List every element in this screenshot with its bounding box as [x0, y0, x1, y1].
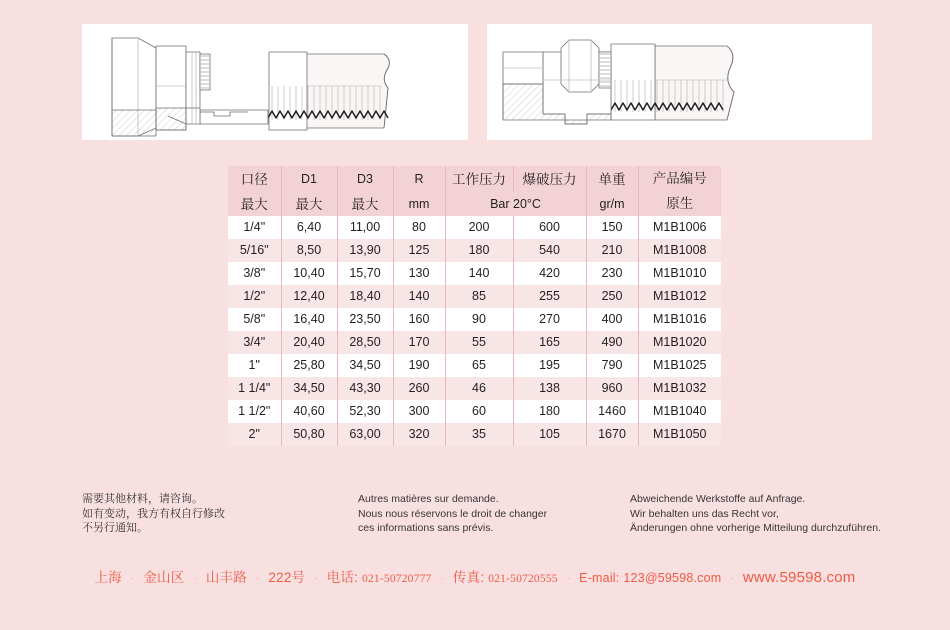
note-chinese-line1: 需要其他材料，请咨询。	[82, 493, 203, 505]
notes-section	[0, 492, 950, 542]
cell-product-code: M1B1020	[638, 331, 721, 354]
cell-working-pressure: 85	[445, 285, 513, 308]
table-row	[228, 354, 721, 377]
cell-size: 3/4"	[228, 331, 281, 354]
cell-weight: 960	[586, 377, 638, 400]
column-header-weight: 单重	[586, 166, 638, 192]
cell-product-code: M1B1032	[638, 377, 721, 400]
column-header-r: R	[393, 166, 445, 192]
cell-working-pressure: 90	[445, 308, 513, 331]
cell-d3: 13,90	[337, 239, 393, 262]
contact-email-label: E-mail:	[579, 571, 620, 585]
cell-product-code: M1B1010	[638, 262, 721, 285]
cell-d1: 20,40	[281, 331, 337, 354]
cell-burst-pressure: 420	[513, 262, 586, 285]
column-header-size: 口径	[228, 166, 281, 192]
cell-product-code: M1B1025	[638, 354, 721, 377]
column-subheader-r: mm	[393, 192, 445, 216]
cell-working-pressure: 46	[445, 377, 513, 400]
contact-separator-icon: ·	[730, 572, 734, 584]
table-header	[228, 166, 721, 216]
cell-d3: 34,50	[337, 354, 393, 377]
column-subheader-weight: gr/m	[586, 192, 638, 216]
table-row	[228, 262, 721, 285]
note-french	[358, 492, 618, 536]
cell-burst-pressure: 600	[513, 216, 586, 239]
spec-table-wrapper	[228, 166, 721, 446]
table-row	[228, 285, 721, 308]
cell-size: 1 1/2"	[228, 400, 281, 423]
column-header-working-pressure: 工作压力	[445, 166, 513, 192]
cell-d1: 25,80	[281, 354, 337, 377]
cell-working-pressure: 200	[445, 216, 513, 239]
cell-burst-pressure: 138	[513, 377, 586, 400]
table-body	[228, 216, 721, 446]
cell-d1: 34,50	[281, 377, 337, 400]
contact-fax-label: 传真:	[452, 570, 485, 585]
cell-size: 1/4"	[228, 216, 281, 239]
spec-table	[228, 166, 721, 446]
contact-separator-icon: ·	[255, 572, 260, 584]
note-german	[630, 492, 930, 536]
cell-d3: 18,40	[337, 285, 393, 308]
cell-weight: 230	[586, 262, 638, 285]
cell-working-pressure: 35	[445, 423, 513, 446]
cell-product-code: M1B1016	[638, 308, 721, 331]
cell-r: 190	[393, 354, 445, 377]
cell-d1: 16,40	[281, 308, 337, 331]
cell-r: 170	[393, 331, 445, 354]
cell-weight: 790	[586, 354, 638, 377]
note-german-line2: Wir behalten uns das Recht vor,	[630, 507, 779, 520]
cell-size: 5/8"	[228, 308, 281, 331]
cell-product-code: M1B1006	[638, 216, 721, 239]
cell-r: 260	[393, 377, 445, 400]
cell-size: 5/16"	[228, 239, 281, 262]
cell-weight: 1460	[586, 400, 638, 423]
cell-burst-pressure: 195	[513, 354, 586, 377]
cell-d3: 11,00	[337, 216, 393, 239]
cell-burst-pressure: 105	[513, 423, 586, 446]
cell-product-code: M1B1008	[638, 239, 721, 262]
cell-size: 3/8"	[228, 262, 281, 285]
column-header-product-code-line1: 产品编号	[652, 171, 707, 186]
table-row	[228, 216, 721, 239]
cell-d3: 28,50	[337, 331, 393, 354]
cell-d1: 50,80	[281, 423, 337, 446]
cell-d3: 43,30	[337, 377, 393, 400]
cell-working-pressure: 180	[445, 239, 513, 262]
cell-burst-pressure: 270	[513, 308, 586, 331]
cell-weight: 490	[586, 331, 638, 354]
contact-street: 山丰路	[205, 570, 247, 585]
cell-weight: 250	[586, 285, 638, 308]
hose-fitting-female-swivel-drawing	[82, 24, 468, 140]
cell-r: 130	[393, 262, 445, 285]
cell-weight: 400	[586, 308, 638, 331]
column-subheader-size: 最大	[228, 192, 281, 216]
column-header-burst-pressure: 爆破压力	[513, 166, 586, 192]
note-chinese-line2: 如有变动，我方有权自行修改	[82, 507, 225, 520]
contact-website-link[interactable]: www.59598.com	[742, 569, 856, 586]
cell-d3: 23,50	[337, 308, 393, 331]
cell-d1: 12,40	[281, 285, 337, 308]
cell-working-pressure: 65	[445, 354, 513, 377]
hose-fitting-male-drawing	[487, 24, 872, 140]
column-header-product-code-line2: 原生	[666, 196, 694, 211]
cell-weight: 150	[586, 216, 638, 239]
contact-separator-icon: ·	[193, 572, 197, 584]
column-header-d3: D3	[337, 166, 393, 192]
cell-d3: 15,70	[337, 262, 393, 285]
cell-working-pressure: 140	[445, 262, 513, 285]
cell-burst-pressure: 255	[513, 285, 586, 308]
contact-phone-label: 电话:	[326, 570, 359, 585]
cell-product-code: M1B1012	[638, 285, 721, 308]
contact-city: 上海	[94, 570, 122, 585]
cell-size: 2"	[228, 423, 281, 446]
contact-separator-icon: ·	[440, 572, 444, 584]
note-chinese-line3: 不另行通知。	[82, 522, 148, 534]
contact-separator-icon: ·	[130, 572, 135, 584]
cell-d3: 63,00	[337, 423, 393, 446]
cell-r: 80	[393, 216, 445, 239]
column-header-product-code	[638, 166, 721, 216]
contact-district: 金山区	[143, 570, 185, 585]
table-row	[228, 400, 721, 423]
contact-email-address[interactable]: 123@59598.com	[623, 571, 722, 585]
cell-r: 300	[393, 400, 445, 423]
cell-burst-pressure: 165	[513, 331, 586, 354]
drawing-panel-left	[82, 24, 468, 140]
table-row	[228, 308, 721, 331]
drawing-panel-right	[487, 24, 872, 140]
cell-size: 1/2"	[228, 285, 281, 308]
cell-product-code: M1B1050	[638, 423, 721, 446]
cell-d1: 40,60	[281, 400, 337, 423]
note-french-line2: Nous nous réservons le droit de changer	[358, 507, 548, 520]
contact-bar	[0, 566, 950, 586]
note-german-line3: Änderungen ohne vorherige Mitteilung durchzuführen.	[630, 522, 882, 534]
table-row	[228, 239, 721, 262]
cell-weight: 1670	[586, 423, 638, 446]
note-french-line3: ces informations sans prévis.	[358, 522, 494, 534]
contact-separator-icon: ·	[566, 572, 571, 584]
cell-d3: 52,30	[337, 400, 393, 423]
contact-street-number: 222号	[268, 570, 306, 585]
cell-d1: 6,40	[281, 216, 337, 239]
note-french-line1: Autres matières sur demande.	[358, 493, 499, 505]
table-row	[228, 377, 721, 400]
column-subheader-pressure-unit: Bar 20°C	[445, 192, 586, 216]
cell-r: 125	[393, 239, 445, 262]
contact-fax-number: 021-50720555	[488, 573, 558, 585]
column-subheader-d3: 最大	[337, 192, 393, 216]
note-chinese	[82, 492, 332, 536]
cell-working-pressure: 60	[445, 400, 513, 423]
note-german-line1: Abweichende Werkstoffe auf Anfrage.	[630, 493, 806, 505]
contact-phone-number[interactable]: 021-50720777	[362, 573, 432, 585]
column-subheader-d1: 最大	[281, 192, 337, 216]
header-row-primary	[228, 166, 721, 192]
contact-separator-icon: ·	[314, 572, 318, 584]
cell-r: 160	[393, 308, 445, 331]
cell-d1: 10,40	[281, 262, 337, 285]
cell-r: 320	[393, 423, 445, 446]
table-row	[228, 423, 721, 446]
cell-weight: 210	[586, 239, 638, 262]
cell-size: 1"	[228, 354, 281, 377]
cell-size: 1 1/4"	[228, 377, 281, 400]
cell-burst-pressure: 540	[513, 239, 586, 262]
cell-product-code: M1B1040	[638, 400, 721, 423]
cell-r: 140	[393, 285, 445, 308]
column-header-d1: D1	[281, 166, 337, 192]
cell-working-pressure: 55	[445, 331, 513, 354]
table-row	[228, 331, 721, 354]
cell-burst-pressure: 180	[513, 400, 586, 423]
drawings-section	[0, 0, 950, 155]
cell-d1: 8,50	[281, 239, 337, 262]
